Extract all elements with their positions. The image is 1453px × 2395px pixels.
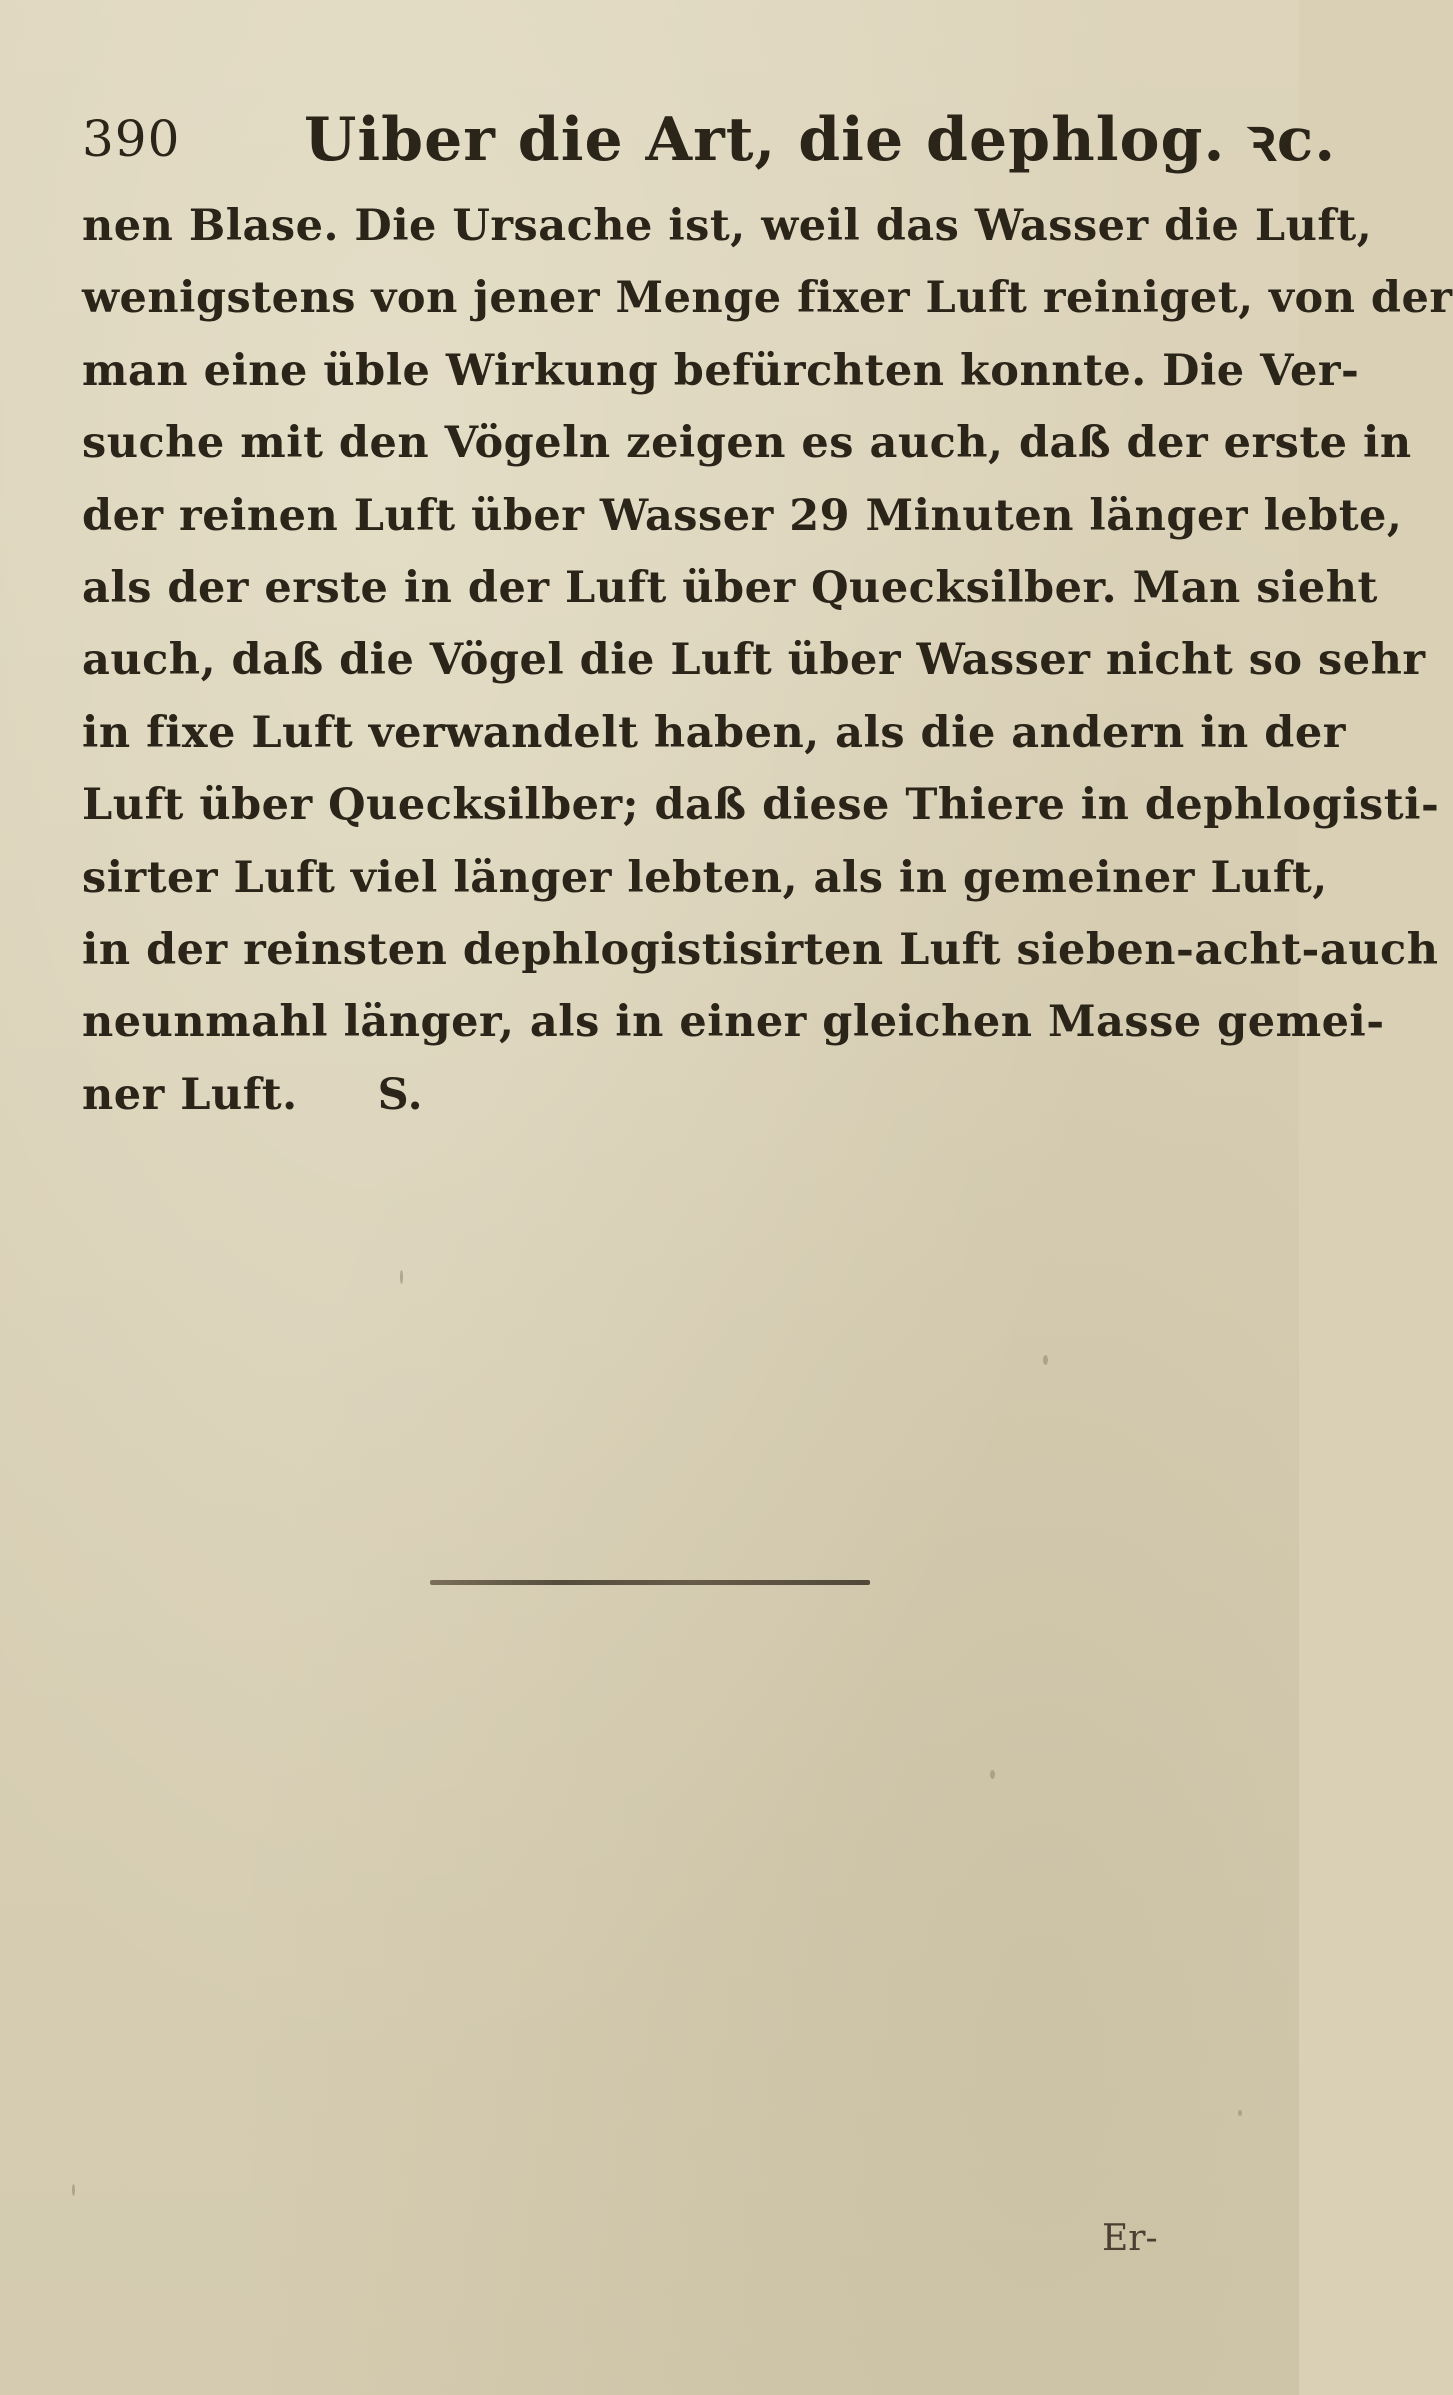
body-text	[82, 201, 1453, 1146]
paper-speck	[1043, 1355, 1048, 1365]
page-number: 390	[82, 110, 181, 168]
running-title: Uiber die Art, die dephlog. ꝛc.	[304, 105, 1337, 175]
page-header	[82, 82, 1337, 175]
text-line: in fixe Luft verwandelt haben, als die andern in der	[82, 707, 1346, 758]
last-line-text: ner Luft.	[82, 1069, 298, 1120]
text-line: wenigstens von jener Menge fixer Luft reiniget, von der	[82, 273, 1453, 324]
text-line: in der reinsten dephlogistisirten Luft sieben-acht-auch	[82, 924, 1439, 975]
text-line: nen Blase. Die Ursache ist, weil das Wasser die Luft,	[82, 201, 1373, 251]
signature: S.	[377, 1069, 424, 1120]
section-divider-rule	[430, 1580, 870, 1585]
text-line: neunmahl länger, als in einer gleichen Masse gemei-	[82, 997, 1385, 1048]
paper-speck	[990, 1770, 995, 1779]
text-line: sirter Luft viel länger lebten, als in gemeiner Luft,	[82, 852, 1328, 903]
text-line-last	[82, 1069, 1242, 1146]
paper-speck	[400, 1270, 403, 1284]
text-line: man eine üble Wirkung befürchten konnte. Die Ver-	[82, 345, 1360, 396]
catchword: Er-	[1102, 2218, 1158, 2259]
paper-speck	[1238, 2110, 1242, 2116]
paper-speck	[72, 2184, 75, 2196]
text-line: Luft über Quecksilber; daß diese Thiere in dephlogisti-	[82, 780, 1440, 831]
text-line: als der erste in der Luft über Quecksilber. Man sieht	[82, 562, 1378, 613]
text-line: auch, daß die Vögel die Luft über Wasser nicht so sehr	[82, 635, 1426, 686]
text-line: der reinen Luft über Wasser 29 Minuten länger lebte,	[82, 490, 1403, 541]
text-line: suche mit den Vögeln zeigen es auch, daß der erste in	[82, 418, 1412, 469]
